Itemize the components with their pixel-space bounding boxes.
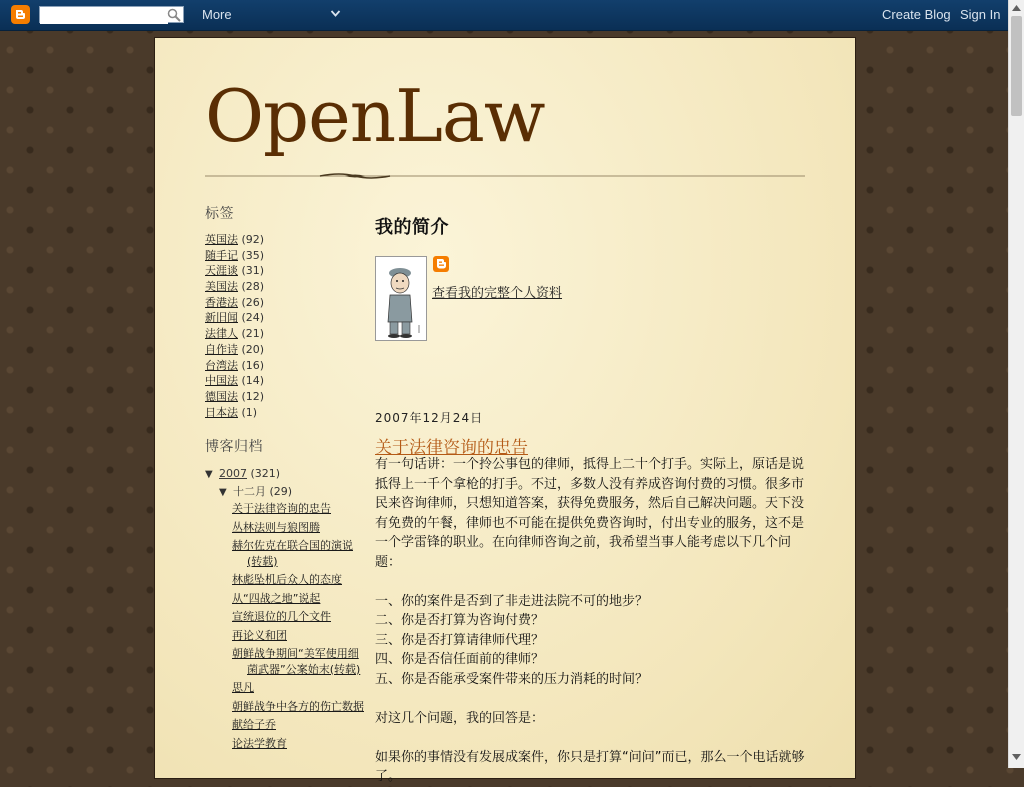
archive-post-item <box>232 501 365 517</box>
label-count: (20) <box>241 342 265 356</box>
label-link[interactable]: 随手记 <box>205 248 238 262</box>
more-menu-button[interactable]: More <box>202 7 232 22</box>
archive-post-item <box>232 736 365 752</box>
label-item <box>205 232 365 248</box>
blog-archive <box>205 465 365 751</box>
label-count: (28) <box>241 280 265 294</box>
archive-post-item <box>232 646 365 677</box>
blogger-profile-icon[interactable] <box>433 256 449 272</box>
archive-post-list <box>205 501 365 751</box>
paragraph-gap <box>375 689 805 709</box>
archive-post-link[interactable]: 赫尔佐克在联合国的演说(转载) <box>232 539 353 568</box>
label-item <box>205 295 365 311</box>
post-paragraph: 四、你是否信任面前的律师？ <box>375 652 545 667</box>
chevron-down-icon[interactable] <box>330 8 341 19</box>
profile-caricature-image <box>376 257 426 340</box>
scroll-up-arrow-icon[interactable] <box>1012 5 1021 11</box>
label-link[interactable]: 日本法 <box>205 405 238 419</box>
view-full-profile-link[interactable]: 查看我的完整个人资料 <box>432 286 563 301</box>
label-link[interactable]: 新旧闻 <box>205 311 238 325</box>
post-date-header: 2007年12月24日 <box>375 411 484 425</box>
vertical-scrollbar[interactable] <box>1008 0 1024 768</box>
label-item <box>205 263 365 279</box>
label-link[interactable]: 天涯谈 <box>205 264 238 278</box>
label-link[interactable]: 台湾法 <box>205 358 238 372</box>
label-count: (14) <box>241 374 265 388</box>
post-paragraph: 三、你是否打算请律师代理？ <box>375 632 545 648</box>
archive-year-link[interactable]: 2007 <box>219 467 247 481</box>
label-count: (92) <box>241 233 265 246</box>
profile-heading: 我的简介 <box>375 217 449 238</box>
label-item <box>205 389 365 405</box>
archive-post-item <box>232 628 365 644</box>
blogger-navbar <box>0 0 1008 31</box>
scroll-down-arrow-icon[interactable] <box>1012 754 1021 760</box>
archive-post-item <box>232 538 365 569</box>
post-paragraph: 如果你的事情没有发展成案件，你只是打算“问问”而已，那么一个电话就够了。 <box>375 749 805 784</box>
label-count: (1) <box>241 405 258 419</box>
label-item <box>205 405 365 421</box>
label-link[interactable]: 法律人 <box>205 327 238 341</box>
archive-post-link[interactable]: 朝鲜战争中各方的伤亡数据 <box>232 699 364 713</box>
label-count: (16) <box>241 358 265 372</box>
archive-post-link[interactable]: 丛林法则与狼图腾 <box>232 520 320 534</box>
post-title-link[interactable]: 关于法律咨询的忠告 <box>375 438 528 458</box>
label-link[interactable]: 英国法 <box>205 233 238 246</box>
sidebar <box>205 203 365 754</box>
label-item <box>205 342 365 358</box>
archive-post-link[interactable]: 论法学教育 <box>232 736 287 750</box>
paragraph-gap <box>375 728 805 748</box>
archive-post-link[interactable]: 林彪坠机后众人的态度 <box>232 573 342 587</box>
archive-post-link[interactable]: 关于法律咨询的忠告 <box>232 502 331 516</box>
expand-toggle-icon[interactable]: ▼ <box>219 487 227 499</box>
post-paragraph: 有一句话讲：一个拎公事包的律师，抵得上二十个打手。实际上，原话是说抵得上一千个拿枪的打手。不过，多数人没有养成咨询付费的习惯。很多市民来咨询律师，只想知道答案，获得免费服务，然后自己解决问题。天下没有免费的午餐，律师也不可能在提供免费咨询时，付出专业的服务，这不是一个学雷锋的职业。在向律师咨询之前，我希望当事人能考虑以下几个问题： <box>375 457 805 570</box>
expand-toggle-icon[interactable]: ▼ <box>205 469 213 481</box>
label-link[interactable]: 美国法 <box>205 280 238 294</box>
scrollbar-thumb[interactable] <box>1011 16 1022 116</box>
search-icon[interactable] <box>167 8 181 22</box>
archive-post-item <box>232 699 365 715</box>
label-count: (35) <box>241 248 265 262</box>
post-body <box>375 455 805 787</box>
archive-month-link[interactable]: 十二月 <box>233 485 266 499</box>
label-count: (31) <box>241 264 265 278</box>
archive-post-link[interactable]: 献给子乔 <box>232 718 276 732</box>
archive-post-link[interactable]: 思凡 <box>232 681 254 695</box>
archive-post-item <box>232 572 365 588</box>
label-item <box>205 326 365 342</box>
profile-avatar[interactable] <box>375 256 427 341</box>
blog-page <box>155 38 855 784</box>
create-blog-link[interactable]: Create Blog <box>882 7 951 22</box>
archive-month-count: (29) <box>269 485 293 499</box>
sign-in-link[interactable]: Sign In <box>960 7 1001 22</box>
header-divider <box>205 171 805 181</box>
archive-post-link[interactable]: 再论义和团 <box>232 628 287 642</box>
label-count: (12) <box>241 389 265 403</box>
labels-list <box>205 232 365 420</box>
archive-post-item <box>232 680 365 696</box>
blogger-logo-icon[interactable] <box>11 5 30 24</box>
main-column <box>375 213 805 784</box>
post-paragraph: 五、你是否能承受案件带来的压力消耗的时间？ <box>375 671 649 687</box>
label-link[interactable]: 德国法 <box>205 389 238 403</box>
archive-post-item <box>232 520 365 536</box>
post-paragraph: 对这几个问题，我的回答是： <box>375 710 545 726</box>
label-count: (26) <box>241 295 265 309</box>
search-box[interactable] <box>39 6 184 23</box>
archive-post-item <box>232 609 365 625</box>
archive-post-link[interactable]: 朝鲜战争期间“美军使用细菌武器”公案始末(转载) <box>232 647 361 676</box>
archive-post-item <box>232 717 365 733</box>
label-item <box>205 358 365 374</box>
archive-post-link[interactable]: 从“四战之地”说起 <box>232 591 321 605</box>
post-paragraph: 二、你是否打算为咨询付费？ <box>375 613 545 628</box>
label-count: (24) <box>241 311 265 325</box>
label-link[interactable]: 自作诗 <box>205 342 238 356</box>
labels-heading: 标签 <box>205 206 234 222</box>
label-link[interactable]: 中国法 <box>205 374 238 388</box>
label-count: (21) <box>241 327 265 341</box>
paragraph-gap <box>375 572 805 592</box>
label-link[interactable]: 香港法 <box>205 295 238 309</box>
archive-month <box>205 483 365 501</box>
label-item <box>205 310 365 326</box>
search-input[interactable] <box>40 9 168 24</box>
archive-heading: 博客归档 <box>205 439 263 456</box>
label-item <box>205 248 365 264</box>
archive-post-link[interactable]: 宣统退位的几个文件 <box>232 610 331 624</box>
archive-year-count: (321) <box>250 467 281 481</box>
post-paragraph: 一、你的案件是否到了非走进法院不可的地步？ <box>375 593 649 609</box>
archive-year <box>205 465 365 483</box>
blog-title[interactable]: OpenLaw <box>205 74 545 158</box>
archive-post-item <box>232 591 365 607</box>
label-item <box>205 279 365 295</box>
label-item <box>205 373 365 389</box>
